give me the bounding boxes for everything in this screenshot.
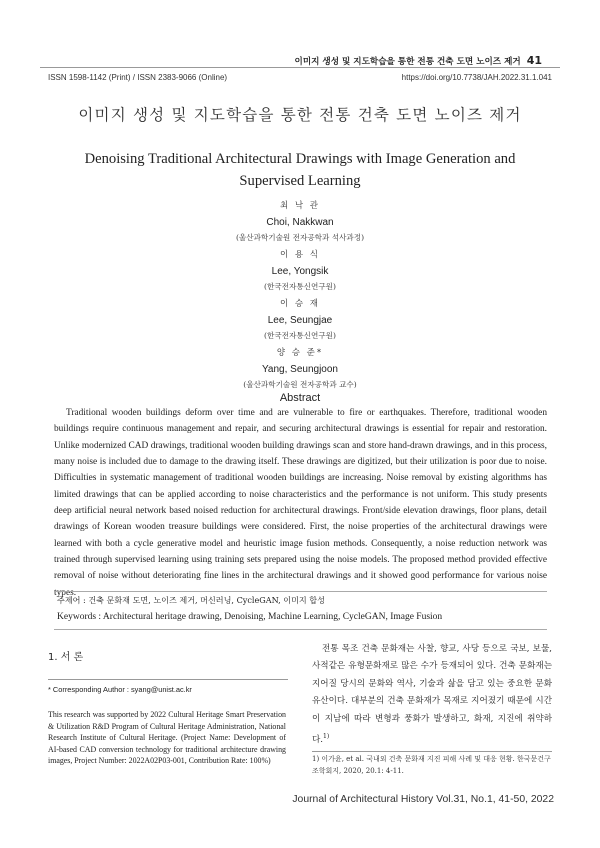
keywords-rule-bottom (54, 629, 547, 630)
author-affiliation: (한국전자통신연구원) (264, 331, 336, 340)
keywords-korean: 주제어 : 건축 문화재 도면, 노이즈 제거, 머신러닝, CycleGAN, 이미지 합성 (57, 595, 325, 605)
keywords-rule-top (54, 591, 547, 592)
author-affiliation: (울산과학기술원 전자공학과 석사과정) (235, 233, 365, 242)
footnote-1: 1) 이가윤, et al. 국내외 건축 문화재 지진 피해 사례 및 대응 현황. 한국문건구조학회지, 2020, 20.1: 4-11. (312, 755, 551, 775)
author-name-english: Lee, Seungjae (267, 315, 333, 326)
abstract-text: Traditional wooden buildings deform over time and are vulnerable to fire or earthquakes. Therefore, traditional wooden buildings require continuous management and repair, and securing architectural drawings is essential for repair and restoration. Unlike modernized CAD drawings, traditional wooden building drawings scan and store hand-drawn drawings, and in this process, many noise is included due to damage to the drawing itself. These drawings are digitized, but their utilization is poor due to noise. Difficulties in systematic management of traditional wooden buildings are increasing. Noise removal by existing algorithms has limited drawings that can be applied according to noise characteristics and the performance is not uniform. This study presents deep artificial neural network based noised reduction for architectural drawings. Front/side elevation drawings, floor plans, detail drawings of Korean wooden treasure buildings were considered. First, the noise properties of the architectural drawings were learned with both a cycle generative model and heuristic image fusion methods. Consequently, a noise reduction network was trained through supervised learning using training sets prepared using the noise models. The proposed method provided effective removal of noise without deteriorating fine lines in the architectural drawings and it showed good performance for various noise types. (54, 408, 547, 598)
author-name-korean: 이 승 재 (279, 299, 321, 309)
title-korean: 이미지 생성 및 지도학습을 통한 전통 건축 도면 노이즈 제거 (78, 106, 522, 124)
introduction-text: 전통 목조 건축 문화재는 사찰, 향교, 사당 등으로 국보, 보물, 사적같은 유형문화재로 많은 수가 등재되어 있다. 건축 문화재는 지어질 당시의 문화와 역사, 기술과 삶을 담고 있는 중요한 문화 유산이다. 대부분의 건축 문화재가 목재로 지어졌기 때문에 시간이 지남에 따라 변형과 풍화가 발생하고, 화재, 지진에 취약하다. (312, 644, 552, 745)
header-rule (40, 67, 560, 68)
corresponding-author-note: * Corresponding Author : syang@unist.ac.kr (48, 685, 192, 694)
issn-line: ISSN 1598-1142 (Print) / ISSN 2383-9066 (Online) (48, 73, 228, 82)
author-name-english: Yang, Seungjoon (262, 364, 338, 375)
author-4 (0, 345, 600, 394)
footnote-marker[interactable]: 1) (323, 733, 330, 741)
author-name-korean: 양 승 준* (276, 348, 324, 358)
author-affiliation: (울산과학기술원 전자공학과 교수) (243, 380, 357, 389)
section-heading: 1. 서 론 (48, 652, 84, 663)
author-block (0, 198, 600, 394)
running-title: 이미지 생성 및 지도학습을 통한 전통 건축 도면 노이즈 제거 (294, 57, 521, 67)
keywords-english: Keywords : Architectural heritage drawing, Denoising, Machine Learning, CycleGAN, Image Fusion (57, 612, 443, 622)
page-number: 41 (526, 54, 542, 67)
abstract-heading: Abstract (279, 392, 321, 404)
title-english: Denoising Traditional Architectural Drawings with Image Generation and Supervised Learning (84, 151, 516, 189)
author-name-english: Choi, Nakkwan (266, 217, 334, 228)
author-name-korean: 이 용 식 (279, 250, 321, 260)
running-head (295, 54, 542, 67)
doi-link[interactable]: https://doi.org/10.7738/JAH.2022.31.1.041 (401, 73, 552, 82)
author-name-korean: 최 낙 관 (279, 201, 321, 211)
journal-footer: Journal of Architectural History Vol.31, No.1, 41-50, 2022 (292, 794, 554, 805)
author-name-english: Lee, Yongsik (271, 266, 329, 277)
author-1 (0, 198, 600, 247)
author-2 (0, 247, 600, 296)
author-3 (0, 296, 600, 345)
funding-note: This research was supported by 2022 Cultural Heritage Smart Preservation & Utilization R&D Program of Cultural Heritage Administration, National Research Institute of Cultural Heritage. (Project Name: Development of AI-based CAD conversion technology for traditional architecture drawing images, Project Number: 2022A02P03-001, Contribution Rate: 100%) (48, 710, 286, 766)
introduction-paragraph (312, 641, 552, 749)
footnote-rule-left (48, 679, 288, 680)
footnote-rule-right (312, 751, 552, 752)
author-affiliation: (한국전자통신연구원) (264, 282, 336, 291)
